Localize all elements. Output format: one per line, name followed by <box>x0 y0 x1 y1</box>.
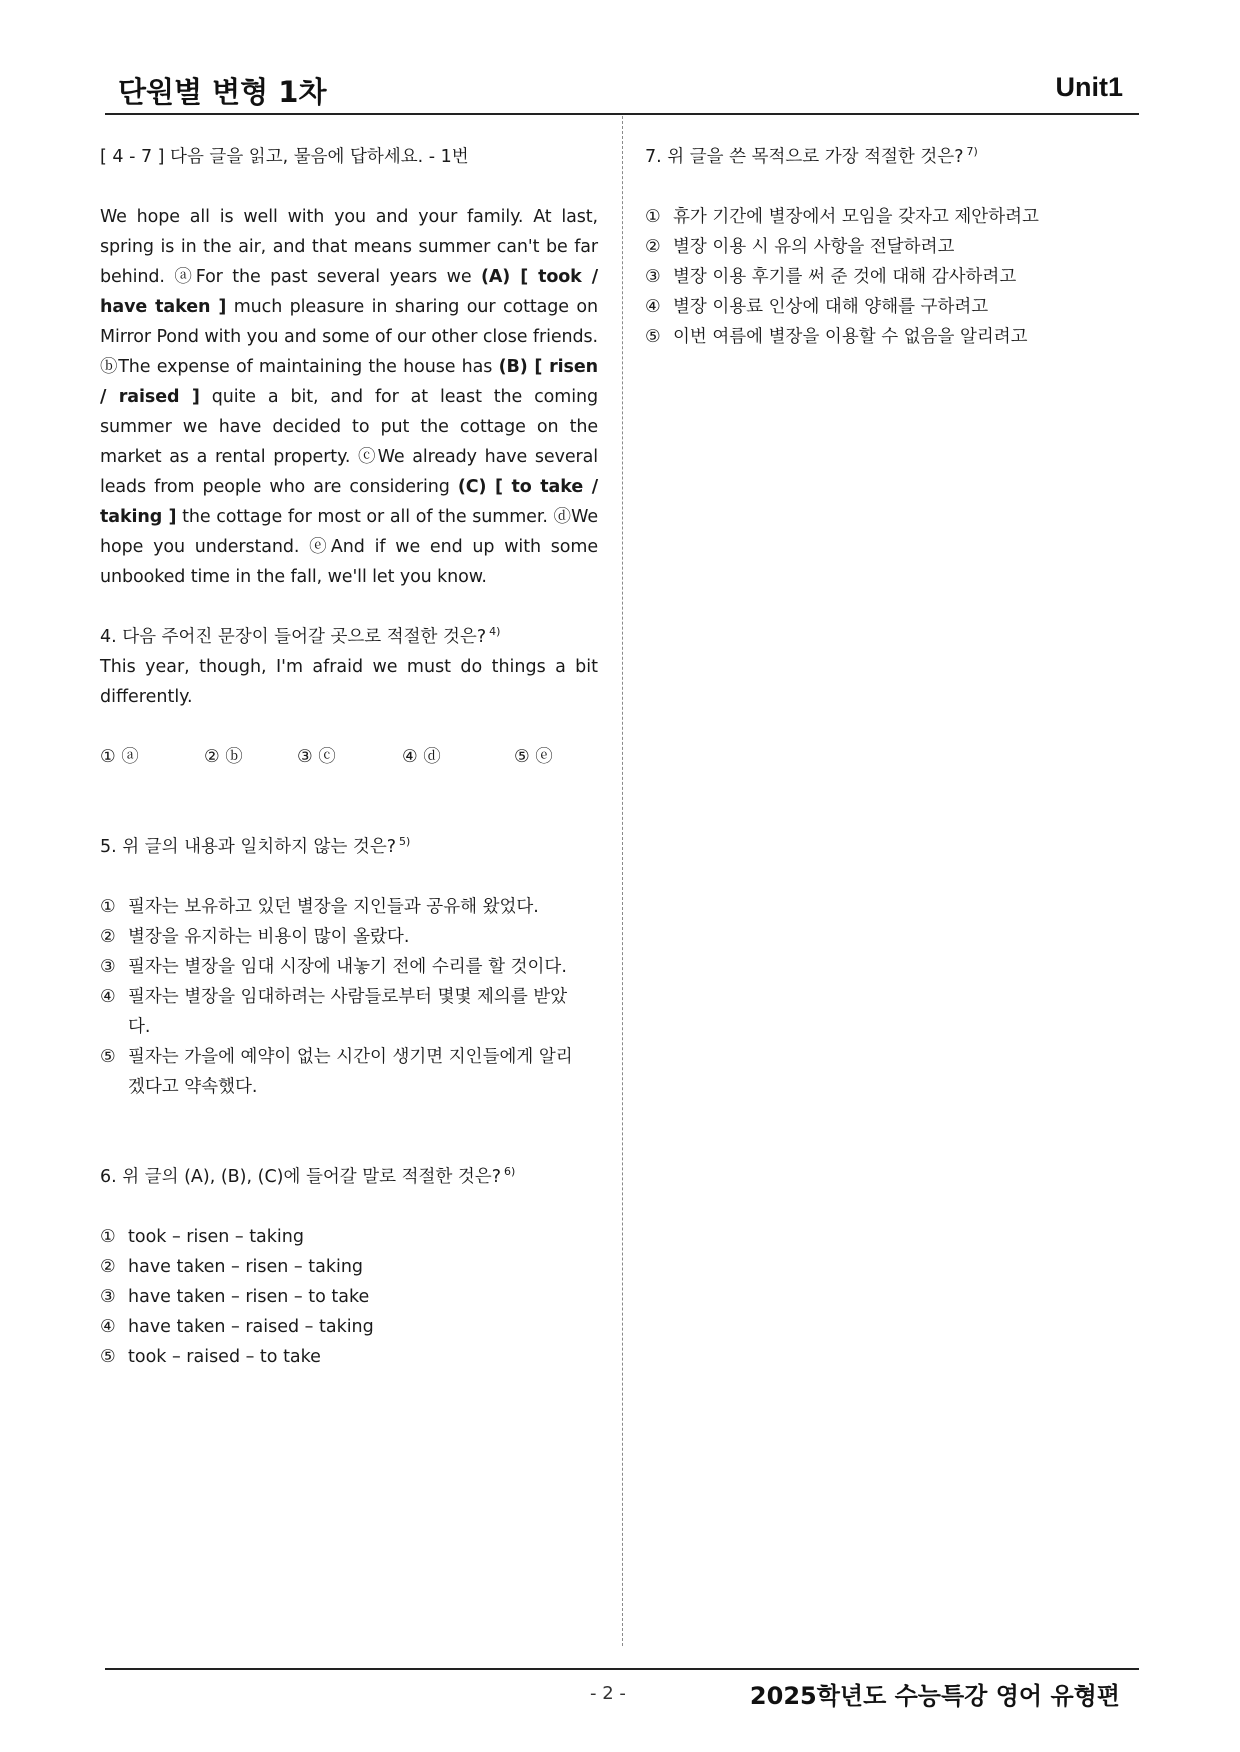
unit-label: Unit1 <box>1055 72 1123 102</box>
instruction: [ 4 - 7 ] 다음 글을 읽고, 물음에 답하세요. - 1번 <box>100 147 469 167</box>
option-4[interactable]: ④ 별장 이용료 인상에 대해 양해를 구하려고 <box>645 297 989 317</box>
footer-divider <box>105 1668 1139 1670</box>
footnote-ref: 4) <box>489 625 501 639</box>
passage-text-3: quite a bit, and for at least the coming summer we have decided to put the cottage on the market as a rental property. ⓒWe already have several leads from people who are considering <box>100 387 598 497</box>
option-4[interactable]: ④ 필자는 별장을 임대하려는 사람들로부터 몇몇 제의를 받았다. <box>100 987 568 1037</box>
question-7 <box>645 142 1135 352</box>
option-5[interactable]: ⑤ took – raised – to take <box>100 1347 321 1367</box>
choice-1[interactable]: ① ⓐ <box>100 747 139 767</box>
passage-text-2: much pleasure in sharing our cottage on Mirror Pond with you and some of our other close friends. ⓑThe expense of maintaining the house has <box>100 297 599 377</box>
choice-3[interactable]: ③ ⓒ <box>297 747 336 767</box>
blank-a: (A) [ took / have taken ] <box>100 267 598 317</box>
choice-4[interactable]: ④ ⓓ <box>402 747 441 767</box>
passage <box>100 202 598 592</box>
option-1[interactable]: ① 휴가 기간에 별장에서 모임을 갖자고 제안하려고 <box>645 207 1039 227</box>
option-5[interactable]: ⑤ 이번 여름에 별장을 이용할 수 없음을 알리려고 <box>645 327 1028 347</box>
footnote-ref: 6) <box>504 1165 516 1179</box>
option-3[interactable]: ③ 필자는 별장을 임대 시장에 내놓기 전에 수리를 할 것이다. <box>100 957 567 977</box>
footer-title: 2025학년도 수능특강 영어 유형편 <box>749 1682 1120 1710</box>
question-7-text: 7. 위 글을 쓴 목적으로 가장 적절한 것은? $^{7)}$ <box>645 145 978 167</box>
choice-5[interactable]: ⑤ ⓔ <box>514 747 553 767</box>
blank-b: (B) [ risen / raised ] <box>100 357 598 407</box>
option-3[interactable]: ③ have taken – risen – to take <box>100 1287 370 1307</box>
question-5-options <box>100 892 598 1102</box>
choice-2[interactable]: ② ⓑ <box>204 747 243 767</box>
left-column <box>100 142 598 1372</box>
given-sentence: This year, though, I'm afraid we must do things a bit differently. <box>100 657 598 707</box>
option-2[interactable]: ② 별장을 유지하는 비용이 많이 올랐다. <box>100 927 410 947</box>
column-divider <box>622 116 623 1646</box>
question-4-choices <box>100 742 598 772</box>
page-title: 단원별 변형 1차 <box>118 75 327 109</box>
question-5-text: 5. 위 글의 내용과 일치하지 않는 것은? $^{5)}$ <box>100 835 411 857</box>
footnote-ref: 7) <box>966 145 978 159</box>
option-5[interactable]: ⑤ 필자는 가을에 예약이 없는 시간이 생기면 지인들에게 알리겠다고 약속했다. <box>100 1047 573 1097</box>
question-4-text: 4. 다음 주어진 문장이 들어갈 곳으로 적절한 것은? $^{4)}$ <box>100 625 501 647</box>
blank-c: (C) [ to take / taking ] <box>100 477 598 527</box>
question-4 <box>100 622 598 772</box>
right-column <box>645 142 1135 352</box>
question-6-text: 6. 위 글의 (A), (B), (C)에 들어갈 말로 적절한 것은? $^{6)}$ <box>100 1165 516 1187</box>
passage-text-4: the cottage for most or all of the summer. ⓓWe hope you understand. ⓔAnd if we end up with some unbooked time in the fall, we'll let you know. <box>100 507 599 587</box>
question-5 <box>100 832 598 1102</box>
footnote-ref: 5) <box>399 835 411 849</box>
question-6 <box>100 1162 598 1372</box>
header-divider <box>105 113 1139 115</box>
page-number: - 2 - <box>590 1683 626 1704</box>
passage-text-1: We hope all is well with you and your family. At last, spring is in the air, and that means summer can't be far behind. ⓐFor the past several years we <box>100 207 598 287</box>
option-4[interactable]: ④ have taken – raised – taking <box>100 1317 374 1337</box>
option-1[interactable]: ① 필자는 보유하고 있던 별장을 지인들과 공유해 왔었다. <box>100 897 539 917</box>
option-2[interactable]: ② have taken – risen – taking <box>100 1257 364 1277</box>
question-6-options <box>100 1222 598 1372</box>
option-1[interactable]: ① took – risen – taking <box>100 1227 304 1247</box>
option-3[interactable]: ③ 별장 이용 후기를 써 준 것에 대해 감사하려고 <box>645 267 1017 287</box>
option-2[interactable]: ② 별장 이용 시 유의 사항을 전달하려고 <box>645 237 955 257</box>
question-7-options <box>645 202 1135 352</box>
